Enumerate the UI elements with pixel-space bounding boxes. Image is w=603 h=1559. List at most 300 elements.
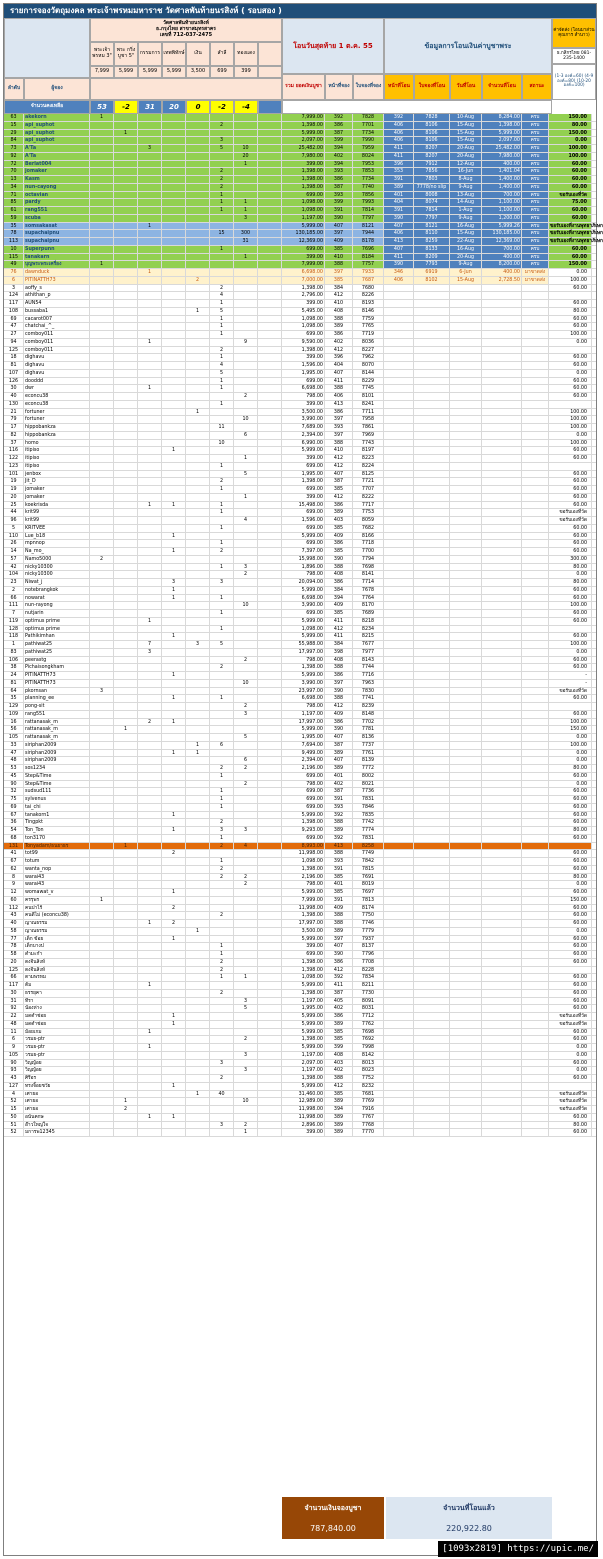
row-sum: 2,394.00 xyxy=(282,432,325,439)
row-qty-7: 2 xyxy=(234,393,258,400)
row-sum: 699.00 xyxy=(282,804,325,811)
row-qty-7 xyxy=(234,525,258,532)
product-5: เงิน xyxy=(186,42,210,66)
row-number: 9 xyxy=(4,1044,24,1051)
row-name: optimus prime xyxy=(24,626,90,633)
row-qty-6 xyxy=(210,703,234,710)
row-qty-1 xyxy=(90,765,114,772)
row-qty-5 xyxy=(186,688,210,695)
row-transfer-box xyxy=(384,1098,414,1105)
row-slip: 8141 xyxy=(353,571,384,578)
row-transfer-amount xyxy=(482,548,522,555)
row-qty-5 xyxy=(186,223,210,230)
row-box: 384 xyxy=(325,587,353,594)
row-qty-3 xyxy=(138,161,162,168)
row-box: 407 xyxy=(325,223,353,230)
price-3: 5,999 xyxy=(138,66,162,78)
row-shipping: 60.00 xyxy=(549,711,592,718)
total-transferred-box xyxy=(386,1497,552,1539)
row-transfer-slip xyxy=(414,827,450,834)
row-qty-blank xyxy=(258,556,282,563)
row-qty-4 xyxy=(162,192,186,199)
row-status xyxy=(522,486,549,493)
row-box: 412 xyxy=(325,455,353,462)
row-qty-1 xyxy=(90,626,114,633)
row-transfer-slip xyxy=(414,866,450,873)
row-qty-blank xyxy=(258,959,282,966)
row-qty-blank xyxy=(258,819,282,826)
row-slip: 7933 xyxy=(353,269,384,276)
row-status xyxy=(522,719,549,726)
row-transfer-amount xyxy=(482,378,522,385)
row-slip: 8139 xyxy=(353,757,384,764)
row-qty-3 xyxy=(138,951,162,958)
table-row xyxy=(4,695,596,703)
table-row xyxy=(4,424,596,432)
row-transfer-date xyxy=(450,455,482,462)
row-qty-1 xyxy=(90,858,114,865)
row-qty-2 xyxy=(114,494,138,501)
row-transfer-date xyxy=(450,889,482,896)
row-box: 406 xyxy=(325,393,353,400)
row-slip: 8215 xyxy=(353,633,384,640)
table-row xyxy=(4,230,603,238)
row-qty-7 xyxy=(234,726,258,733)
row-number: 43 xyxy=(4,912,24,919)
row-transfer-date xyxy=(450,750,482,757)
row-qty-1 xyxy=(90,168,114,175)
row-qty-4 xyxy=(162,1098,186,1105)
row-qty-blank xyxy=(258,982,282,989)
row-qty-4: 1 xyxy=(162,719,186,726)
row-status: ครบ xyxy=(522,176,549,183)
row-qty-7 xyxy=(234,114,258,121)
row-transfer-box: 404 xyxy=(384,199,414,206)
row-box: 386 xyxy=(325,540,353,547)
table-row xyxy=(4,238,603,246)
row-slip: 7958 xyxy=(353,416,384,423)
row-number: 64 xyxy=(4,688,24,695)
row-qty-blank xyxy=(258,215,282,222)
row-qty-2 xyxy=(114,711,138,718)
row-qty-3 xyxy=(138,486,162,493)
row-name: octavian xyxy=(24,192,90,199)
row-shipping: 60.00 xyxy=(549,773,592,780)
row-transfer-box xyxy=(384,595,414,602)
row-qty-3 xyxy=(138,1106,162,1113)
row-qty-blank xyxy=(258,223,282,230)
row-transfer-slip xyxy=(414,1005,450,1012)
row-sum: 1,197.00 xyxy=(282,998,325,1005)
row-qty-1 xyxy=(90,176,114,183)
row-qty-4 xyxy=(162,688,186,695)
row-qty-2 xyxy=(114,734,138,741)
bank-info xyxy=(90,18,282,42)
row-qty-blank xyxy=(258,812,282,819)
row-name: pardy xyxy=(24,199,90,206)
row-name: เศายอ xyxy=(24,1106,90,1113)
row-number: 75 xyxy=(4,796,24,803)
row-number: 116 xyxy=(4,447,24,454)
row-qty-1 xyxy=(90,362,114,369)
row-sum: 699.00 xyxy=(282,525,325,532)
row-status xyxy=(522,881,549,888)
row-qty-7: 2 xyxy=(234,657,258,664)
row-box: 390 xyxy=(325,688,353,695)
row-sum: 1,398.00 xyxy=(282,819,325,826)
row-transfer-box xyxy=(384,1106,414,1113)
row-status xyxy=(522,587,549,594)
row-qty-3 xyxy=(138,633,162,640)
row-status xyxy=(522,409,549,416)
row-qty-3 xyxy=(138,1067,162,1074)
row-qty-7 xyxy=(234,300,258,307)
row-transfer-slip xyxy=(414,967,450,974)
row-qty-1 xyxy=(90,145,114,152)
row-name: เศายอ xyxy=(24,1098,90,1105)
row-sum: 3,990.00 xyxy=(282,416,325,423)
table-row xyxy=(4,385,596,393)
row-status xyxy=(522,455,549,462)
row-qty-6 xyxy=(210,223,234,230)
row-qty-6: 1 xyxy=(210,509,234,516)
row-qty-blank xyxy=(258,773,282,780)
table-row xyxy=(4,874,596,882)
row-shipping: 0.00 xyxy=(549,339,592,346)
row-qty-1 xyxy=(90,595,114,602)
row-box: 397 xyxy=(325,936,353,943)
table-row xyxy=(4,153,596,161)
row-qty-4 xyxy=(162,951,186,958)
row-qty-3 xyxy=(138,261,162,268)
row-qty-blank xyxy=(258,463,282,470)
row-qty-4 xyxy=(162,215,186,222)
row-qty-6 xyxy=(210,153,234,160)
row-qty-1 xyxy=(90,478,114,485)
row-qty-1 xyxy=(90,734,114,741)
row-qty-4 xyxy=(162,664,186,671)
row-qty-3 xyxy=(138,1021,162,1028)
row-transfer-box: 411 xyxy=(384,153,414,160)
row-transfer-amount: 1,398.00 xyxy=(482,122,522,129)
row-sum: 25,482.00 xyxy=(282,145,325,152)
row-number: 82 xyxy=(4,432,24,439)
row-qty-1 xyxy=(90,664,114,671)
row-qty-7: 2 xyxy=(234,1122,258,1129)
row-qty-1 xyxy=(90,548,114,555)
row-transfer-slip xyxy=(414,463,450,470)
row-qty-2 xyxy=(114,540,138,547)
table-row xyxy=(4,680,596,688)
row-transfer-date xyxy=(450,1005,482,1012)
table-row xyxy=(4,1075,596,1083)
row-box: 389 xyxy=(325,1021,353,1028)
row-qty-blank xyxy=(258,1013,282,1020)
row-qty-6: 2 xyxy=(210,967,234,974)
row-qty-blank xyxy=(258,881,282,888)
row-sum: 699.00 xyxy=(282,835,325,842)
row-qty-4: 1 xyxy=(162,889,186,896)
row-number: 7 xyxy=(4,610,24,617)
row-qty-3 xyxy=(138,912,162,919)
row-shipping: 0.00 xyxy=(549,137,592,144)
row-sum: 699.00 xyxy=(282,486,325,493)
row-qty-6: 1 xyxy=(210,835,234,842)
row-name: rattanasak_m xyxy=(24,726,90,733)
row-sum: 1,398.00 xyxy=(282,664,325,671)
row-qty-1 xyxy=(90,424,114,431)
row-shipping: 60.00 xyxy=(549,354,592,361)
row-qty-6 xyxy=(210,1013,234,1020)
row-qty-2 xyxy=(114,238,138,245)
row-transfer-date xyxy=(450,308,482,315)
row-transfer-slip xyxy=(414,757,450,764)
row-transfer-amount: 700.00 xyxy=(482,246,522,253)
row-transfer-box xyxy=(384,587,414,594)
row-status xyxy=(522,362,549,369)
row-slip: 8232 xyxy=(353,1083,384,1090)
row-number: 109 xyxy=(4,711,24,718)
row-name: siriphan2009 xyxy=(24,742,90,749)
row-status xyxy=(522,339,549,346)
row-shipping: 100.00 xyxy=(549,277,592,284)
row-number: 30 xyxy=(4,990,24,997)
row-qty-5 xyxy=(186,1052,210,1059)
row-qty-7: 1 xyxy=(234,199,258,206)
row-qty-7 xyxy=(234,463,258,470)
row-status xyxy=(522,788,549,795)
row-qty-3: 1 xyxy=(138,223,162,230)
row-qty-2 xyxy=(114,595,138,602)
row-transfer-slip xyxy=(414,416,450,423)
row-qty-blank xyxy=(258,781,282,788)
row-qty-blank xyxy=(258,1114,282,1121)
row-qty-2 xyxy=(114,254,138,261)
row-status xyxy=(522,602,549,609)
col-slip: ใบจองที่จอง xyxy=(353,74,384,100)
row-qty-3 xyxy=(138,874,162,881)
row-qty-6 xyxy=(210,672,234,679)
row-transfer-amount: 2,728.50 xyxy=(482,277,522,284)
table-row xyxy=(4,1122,596,1130)
row-qty-5 xyxy=(186,664,210,671)
row-qty-4: 1 xyxy=(162,633,186,640)
row-transfer-date: 16-Jun xyxy=(450,168,482,175)
row-qty-1 xyxy=(90,657,114,664)
row-transfer-amount xyxy=(482,556,522,563)
row-slip: 7741 xyxy=(353,695,384,702)
row-shipping: 150.00 xyxy=(549,130,592,137)
row-slip: 8241 xyxy=(353,401,384,408)
row-qty-4 xyxy=(162,819,186,826)
row-status xyxy=(522,347,549,354)
row-transfer-amount xyxy=(482,967,522,974)
row-box: 388 xyxy=(325,912,353,919)
row-qty-4 xyxy=(162,881,186,888)
row-qty-4 xyxy=(162,455,186,462)
row-qty-3 xyxy=(138,1036,162,1043)
row-qty-1 xyxy=(90,1044,114,1051)
row-shipping: 80.00 xyxy=(549,874,592,881)
row-shipping: 60.00 xyxy=(549,285,592,292)
row-slip: 7749 xyxy=(353,850,384,857)
row-qty-4 xyxy=(162,269,186,276)
row-number: 123 xyxy=(4,463,24,470)
table-row xyxy=(4,533,596,541)
row-sum: 1,197.00 xyxy=(282,1067,325,1074)
row-number: 48 xyxy=(4,1021,24,1028)
row-slip: 8239 xyxy=(353,703,384,710)
row-qty-3 xyxy=(138,292,162,299)
row-number: 119 xyxy=(4,618,24,625)
row-qty-1 xyxy=(90,610,114,617)
row-qty-blank xyxy=(258,936,282,943)
row-qty-2 xyxy=(114,517,138,524)
row-transfer-slip xyxy=(414,432,450,439)
row-transfer-slip xyxy=(414,680,450,687)
remain-2: -2 xyxy=(114,100,138,114)
row-qty-1 xyxy=(90,998,114,1005)
row-box: 385 xyxy=(325,610,353,617)
row-qty-2 xyxy=(114,703,138,710)
product-2: พระ กริ่ง บูชา 5" xyxy=(114,42,138,66)
row-qty-5 xyxy=(186,843,210,850)
row-qty-1 xyxy=(90,742,114,749)
row-transfer-amount xyxy=(482,316,522,323)
row-qty-7: 5 xyxy=(234,1005,258,1012)
table-row xyxy=(4,199,596,207)
row-qty-4 xyxy=(162,401,186,408)
remain-5: 0 xyxy=(186,100,210,114)
row-number: 61 xyxy=(4,207,24,214)
row-sum: 3,500.00 xyxy=(282,928,325,935)
row-transfer-slip xyxy=(414,362,450,369)
row-slip: 7746 xyxy=(353,920,384,927)
row-name: ตงจีนสิงห์ xyxy=(24,959,90,966)
row-qty-1 xyxy=(90,440,114,447)
row-qty-blank xyxy=(258,114,282,121)
row-number: 83 xyxy=(4,649,24,656)
product-3: กรรมการ xyxy=(138,42,162,66)
row-qty-2 xyxy=(114,114,138,121)
row-slip: 7681 xyxy=(353,1091,384,1098)
row-transfer-date: 10-Aug xyxy=(450,114,482,121)
row-qty-3: 1 xyxy=(138,502,162,509)
row-qty-3 xyxy=(138,254,162,261)
table-row xyxy=(4,819,596,827)
table-row xyxy=(4,432,596,440)
table-row xyxy=(4,564,596,572)
row-name: Na_mo_ xyxy=(24,548,90,555)
row-transfer-slip xyxy=(414,517,450,524)
row-qty-4: 2 xyxy=(162,920,186,927)
row-qty-blank xyxy=(258,998,282,1005)
row-transfer-amount xyxy=(482,331,522,338)
row-qty-4 xyxy=(162,137,186,144)
row-name: api_suphot xyxy=(24,122,90,129)
row-qty-7 xyxy=(234,486,258,493)
row-qty-4 xyxy=(162,122,186,129)
row-box: 385 xyxy=(325,874,353,881)
row-qty-5 xyxy=(186,703,210,710)
row-box: 388 xyxy=(325,564,353,571)
row-qty-5 xyxy=(186,874,210,881)
row-transfer-amount xyxy=(482,1122,522,1129)
row-transfer-date xyxy=(450,525,482,532)
table-row xyxy=(4,354,596,362)
row-transfer-box xyxy=(384,905,414,912)
kbank-account: ธ.กสิกรไทย 081-235-1400 xyxy=(552,48,596,64)
row-qty-3: 1 xyxy=(138,920,162,927)
row-shipping: 60.00 xyxy=(549,1114,592,1121)
row-transfer-box xyxy=(384,626,414,633)
row-box: 391 xyxy=(325,897,353,904)
row-box: 385 xyxy=(325,1029,353,1036)
row-qty-2 xyxy=(114,827,138,834)
row-transfer-slip xyxy=(414,734,450,741)
row-status xyxy=(522,323,549,330)
bank-line-1: วัดศาลพันท้ายนรสิงห์ xyxy=(163,20,209,27)
row-qty-1 xyxy=(90,1029,114,1036)
row-slip: 7698 xyxy=(353,564,384,571)
row-qty-6: 2 xyxy=(210,843,234,850)
row-qty-5 xyxy=(186,943,210,950)
row-name: pathiwat25 xyxy=(24,649,90,656)
row-qty-5 xyxy=(186,230,210,237)
row-qty-3 xyxy=(138,300,162,307)
row-transfer-box: 411 xyxy=(384,254,414,261)
row-sum: 1,995.00 xyxy=(282,471,325,478)
bank-line-2: ธ.กรุงไทย สาขาสมุทรสาคร xyxy=(156,26,216,33)
row-transfer-amount xyxy=(482,416,522,423)
row-qty-blank xyxy=(258,843,282,850)
row-qty-5 xyxy=(186,866,210,873)
row-qty-6 xyxy=(210,881,234,888)
row-transfer-amount xyxy=(482,757,522,764)
row-sum: 7,999.00 xyxy=(282,261,325,268)
row-transfer-slip xyxy=(414,719,450,726)
remain-4: 20 xyxy=(162,100,186,114)
row-transfer-amount: 25,482.00 xyxy=(482,145,522,152)
row-qty-6 xyxy=(210,781,234,788)
row-sum: 7,397.00 xyxy=(282,548,325,555)
row-status xyxy=(522,897,549,904)
row-transfer-date: 14-Aug xyxy=(450,199,482,206)
price-7: 399 xyxy=(234,66,258,78)
row-transfer-amount xyxy=(482,912,522,919)
row-sum: 3,990.00 xyxy=(282,602,325,609)
row-transfer-slip xyxy=(414,502,450,509)
row-transfer-date xyxy=(450,657,482,664)
row-qty-4: 3 xyxy=(162,579,186,586)
row-qty-4 xyxy=(162,1060,186,1067)
row-transfer-date xyxy=(450,471,482,478)
row-qty-5 xyxy=(186,1044,210,1051)
row-box: 397 xyxy=(325,230,353,237)
row-status xyxy=(522,959,549,966)
table-row xyxy=(4,951,596,959)
row-status xyxy=(522,463,549,470)
row-shipping: 60.00 xyxy=(549,664,592,671)
row-transfer-amount xyxy=(482,595,522,602)
row-qty-4: 1 xyxy=(162,827,186,834)
row-qty-1 xyxy=(90,757,114,764)
row-name: tot99 xyxy=(24,850,90,857)
row-sum: 130,185.00 xyxy=(282,230,325,237)
row-status xyxy=(522,928,549,935)
row-status xyxy=(522,967,549,974)
row-qty-5 xyxy=(186,912,210,919)
